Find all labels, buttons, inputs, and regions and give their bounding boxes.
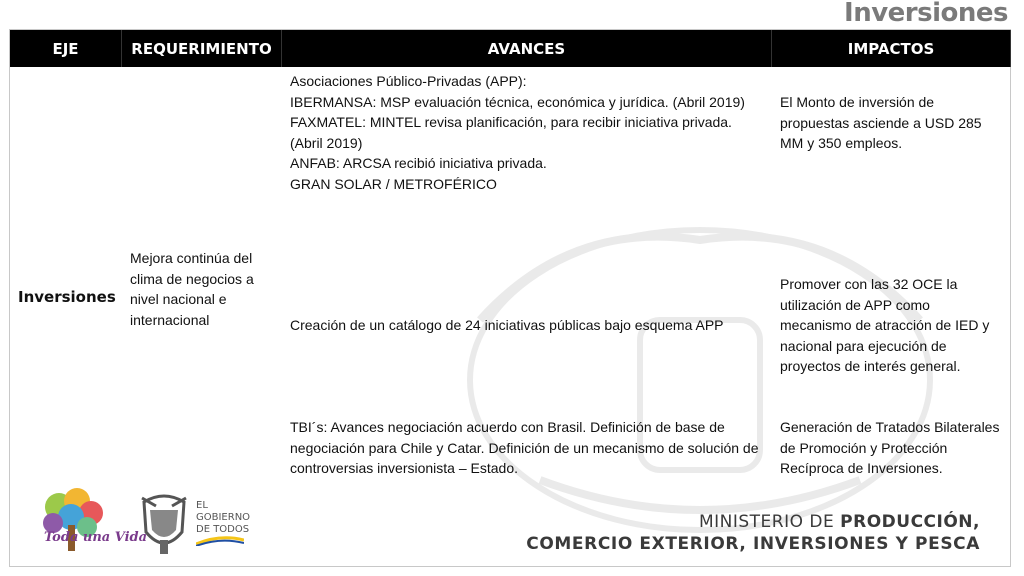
avance-line: Creación de un catálogo de 24 iniciativas públicas bajo esquema APP: [290, 317, 724, 333]
avance-tbi-block: [290, 417, 766, 479]
avance-line: Asociaciones Público-Privadas (APP):: [290, 73, 527, 89]
requerimiento-column: [122, 67, 282, 477]
avance-line: GRAN SOLAR / METROFÉRICO: [290, 175, 497, 192]
gobierno-de-todos-logo: [196, 500, 250, 550]
eje-column: [10, 67, 122, 477]
header-avances: AVANCES: [282, 30, 772, 67]
requerimiento-value: Mejora continúa del clima de negocios a nivel nacional e internacional: [130, 250, 254, 328]
gob-logo-line: GOBIERNO: [196, 512, 251, 523]
gob-logo-line: EL: [196, 500, 208, 511]
header-eje: EJE: [10, 30, 122, 67]
ministry-line1-bold: PRODUCCIÓN,: [840, 512, 980, 532]
ministry-line1-light: MINISTERIO DE: [698, 512, 841, 532]
toda-una-vida-text: Toda una Vida: [44, 530, 148, 545]
avance-line: FAXMATEL: MINTEL revisa planificación, para recibir iniciativa privada. (Abril 2019): [290, 114, 732, 151]
toda-una-vida-logo: [37, 485, 107, 560]
ecuador-shield-icon: [136, 492, 192, 556]
avance-catalogo-block: [290, 315, 770, 336]
header-impactos: IMPACTOS: [772, 30, 1011, 67]
ministry-logo: [526, 512, 980, 554]
avance-app-block: [290, 71, 766, 194]
investment-table: [10, 30, 1011, 477]
avance-line: IBERMANSA: MSP evaluación técnica, económica y jurídica. (Abril 2019): [290, 93, 745, 110]
gob-logo-line: DE TODOS: [196, 524, 250, 535]
ministry-line2: COMERCIO EXTERIOR, INVERSIONES Y PESCA: [526, 534, 980, 554]
header-requerimiento: REQUERIMIENTO: [122, 30, 282, 67]
tricolor-swoosh-icon: [196, 536, 244, 546]
impacto-item: Generación de Tratados Bilaterales de Promoción y Protección Recíproca de Inversiones.: [780, 419, 1000, 476]
impacto-item: Promover con las 32 OCE la utilización de APP como mecanismo de atracción de IED y nacional para ejecución de proyectos de interés general.: [780, 276, 990, 374]
impactos-column: [772, 67, 1011, 477]
impacto-item: El Monto de inversión de propuestas asciende a USD 285 MM y 350 empleos.: [780, 94, 982, 151]
eje-value: Inversiones: [18, 288, 116, 306]
avance-line: ANFAB: ARCSA recibió iniciativa privada.: [290, 155, 547, 171]
slide-title: Inversiones: [844, 0, 1008, 28]
avance-line: TBI´s: Avances negociación acuerdo con Brasil. Definición de base de negociación para Chile y Catar. Definición de un mecanismo de solución de controversias inversionista – Estado.: [290, 419, 759, 476]
avances-column: [282, 67, 772, 477]
